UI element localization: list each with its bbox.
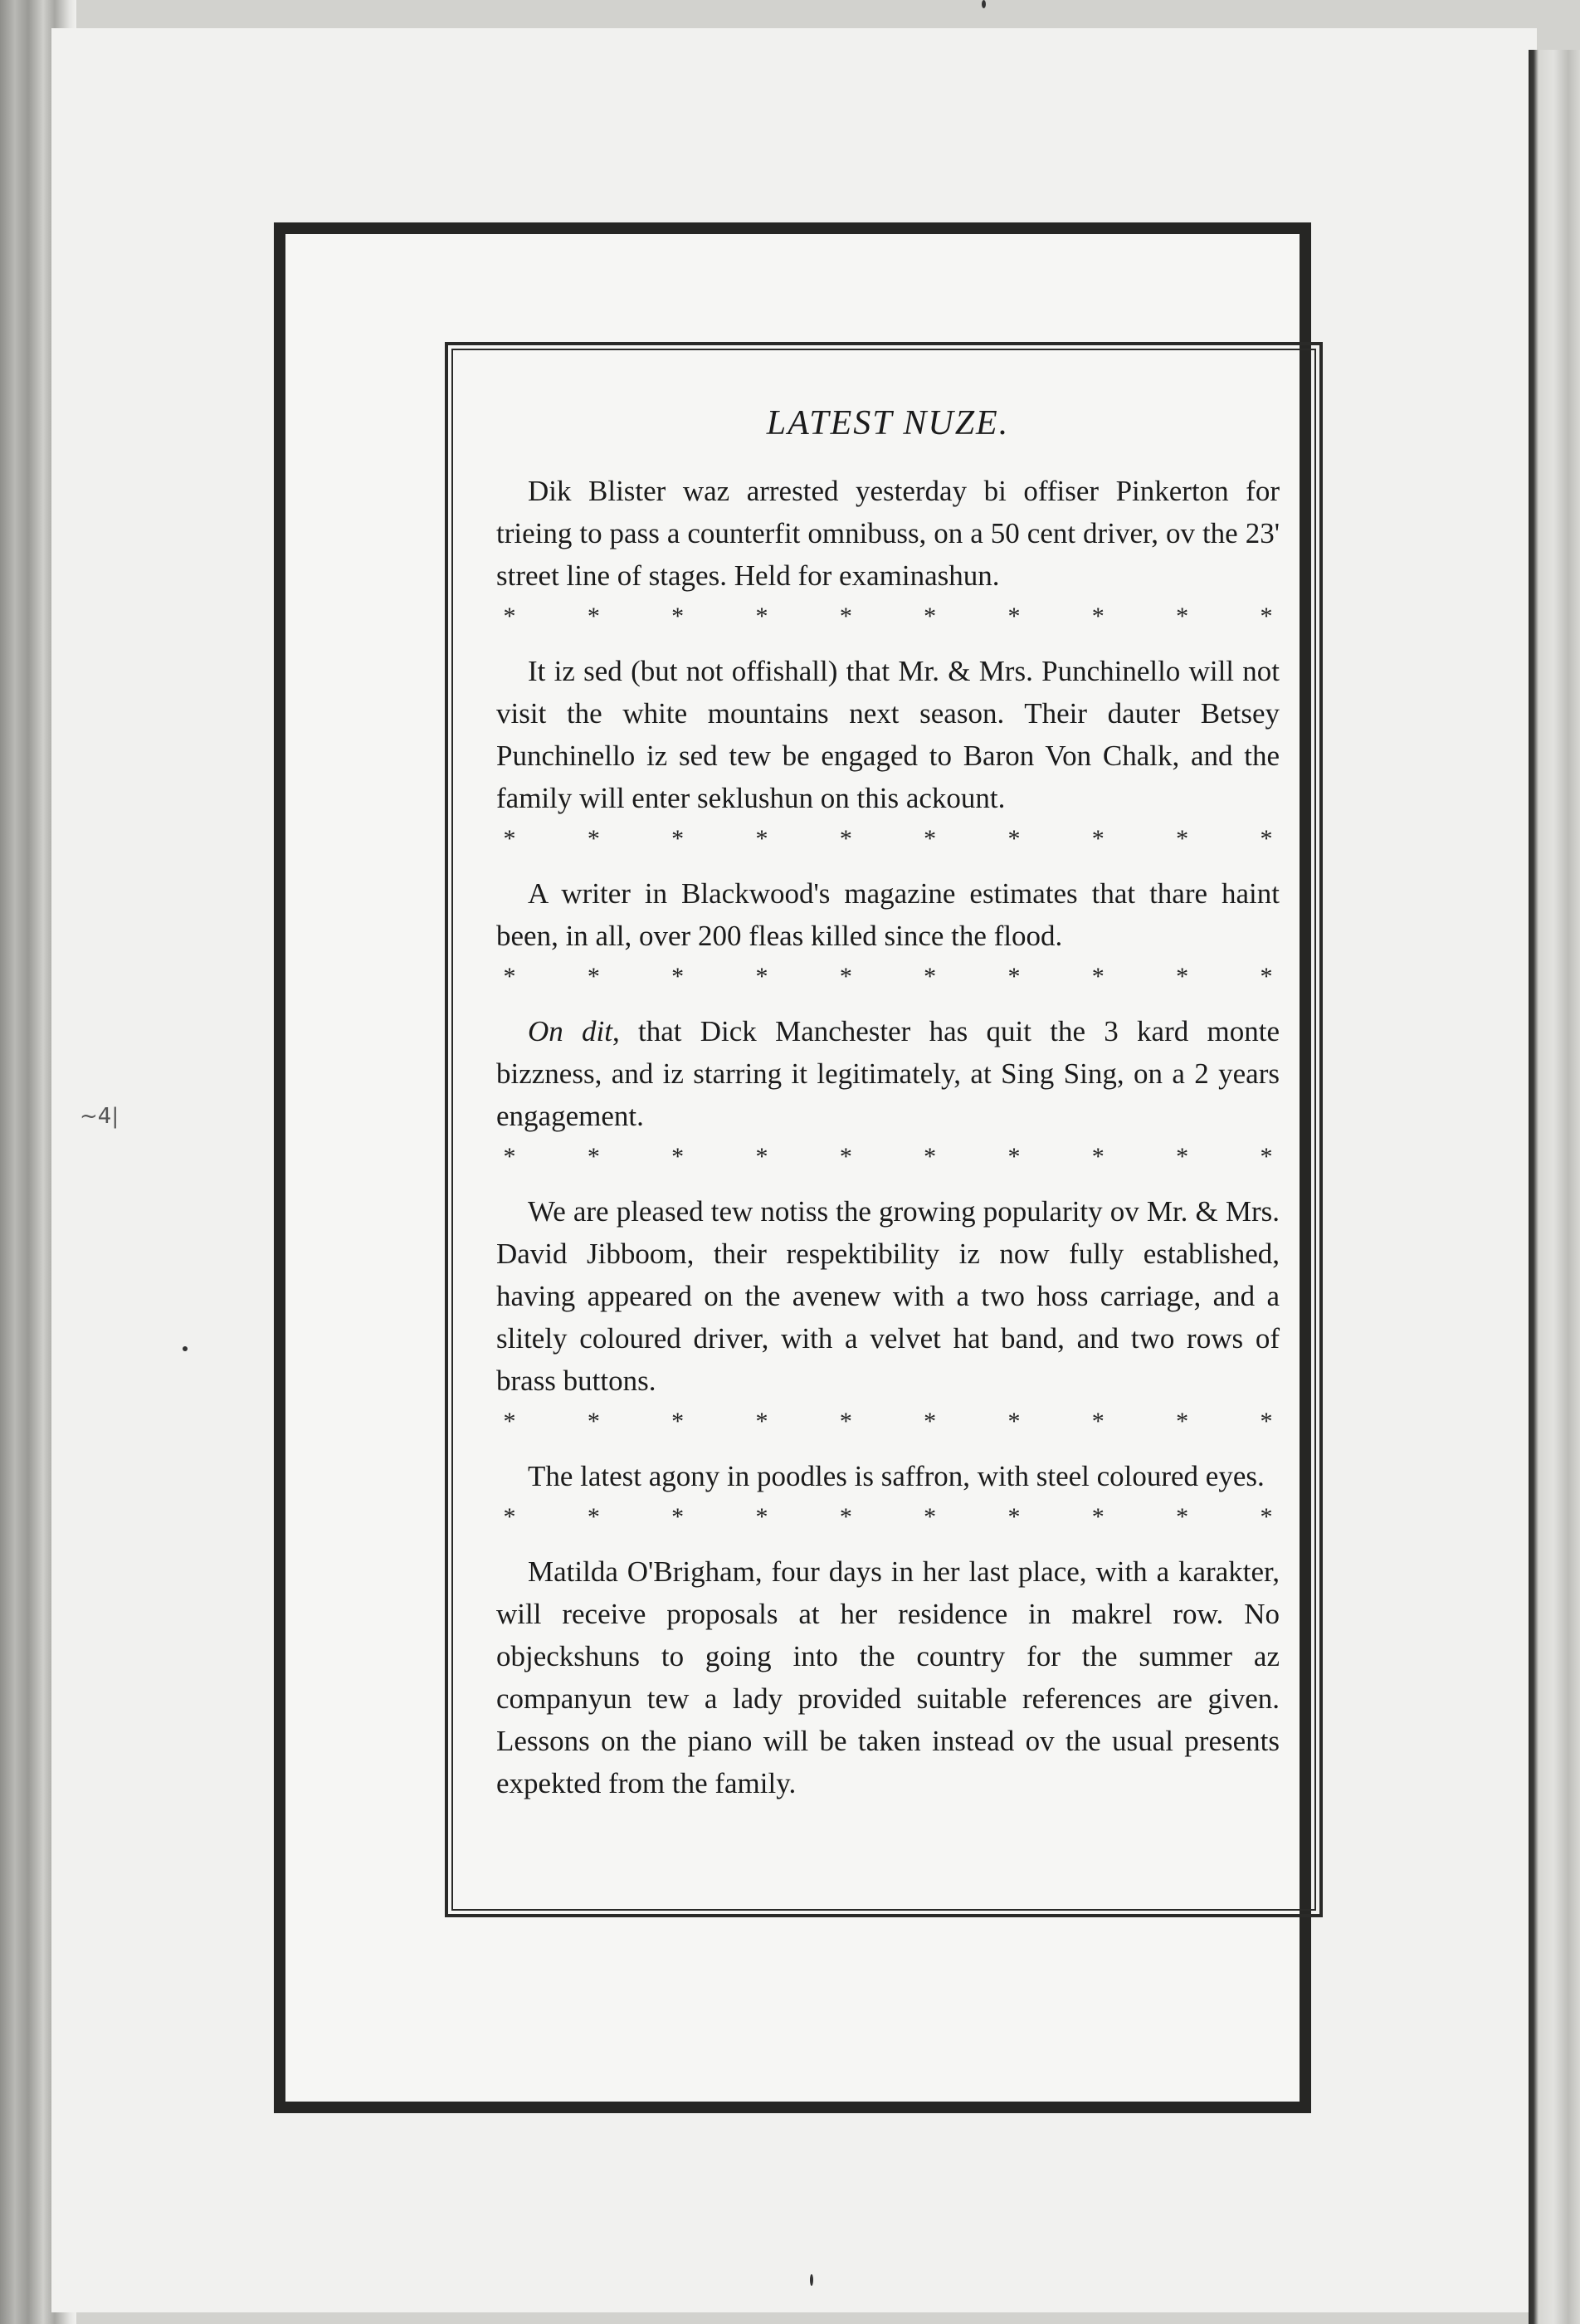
news-item xyxy=(496,1010,1280,1137)
margin-mark: ~4| xyxy=(80,1104,119,1129)
news-item xyxy=(496,650,1280,819)
inner-border-frame xyxy=(445,342,1323,1917)
news-item-text: A writer in Blackwood's magazine estimates that thare haint been, in all, over 200 fleas killed since the flood. xyxy=(496,877,1280,952)
star-divider: * * * * * * * * * * xyxy=(503,603,1273,630)
article-title: LATEST NUZE. xyxy=(766,404,1010,442)
news-item-text: The latest agony in poodles is saffron, with steel coloured eyes. xyxy=(528,1460,1265,1492)
star-divider: * * * * * * * * * * xyxy=(503,1503,1273,1531)
news-item-text: Dik Blister waz arrested yesterday bi offiser Pinkerton for trieing to pass a counterfit omnibuss, on a 50 cent driver, ov the 23' street line of stages. Held for examinashun. xyxy=(496,475,1280,592)
news-item-text: , that Dick Manchester has quit the 3 kard monte bizzness, and iz starring it legitimately, at Sing Sing, on a 2 years engagement. xyxy=(496,1015,1280,1132)
star-divider: * * * * * * * * * * xyxy=(503,825,1273,852)
star-divider: * * * * * * * * * * xyxy=(503,963,1273,990)
news-item-text: We are pleased tew notiss the growing popularity ov Mr. & Mrs. David Jibboom, their respektibility iz now fully established, having appeared on the avenew with a two hoss carriage, and a slitely coloured driver, with a velvet hat band, and two rows of brass buttons. xyxy=(496,1195,1280,1397)
star-divider: * * * * * * * * * * xyxy=(503,1408,1273,1435)
article-body xyxy=(496,395,1280,1804)
news-item xyxy=(496,872,1280,957)
news-item xyxy=(496,1190,1280,1402)
book-edge-right xyxy=(1529,50,1580,2324)
news-item-text: Matilda O'Brigham, four days in her last place, with a karakter, will receive proposals at her residence in makrel row. No objeckshuns to going into the country for the summer az companyun tew a lady provided suitable references are given. Lessons on the piano will be taken instead ov the usual presents expekted from the family. xyxy=(496,1555,1280,1799)
news-item xyxy=(496,470,1280,597)
inner-rule xyxy=(451,349,1316,1911)
news-item xyxy=(496,1455,1280,1497)
news-item-text: It iz sed (but not offishall) that Mr. & Mrs. Punchinello will not visit the white mountains next season. Their dauter Betsey Punchinello iz sed tew be engaged to Baron Von Chalk, and the family will enter seklushun on this ackount. xyxy=(496,655,1280,814)
news-item xyxy=(496,1550,1280,1804)
news-item-lead: On dit xyxy=(528,1015,612,1047)
star-divider: * * * * * * * * * * xyxy=(503,1143,1273,1170)
